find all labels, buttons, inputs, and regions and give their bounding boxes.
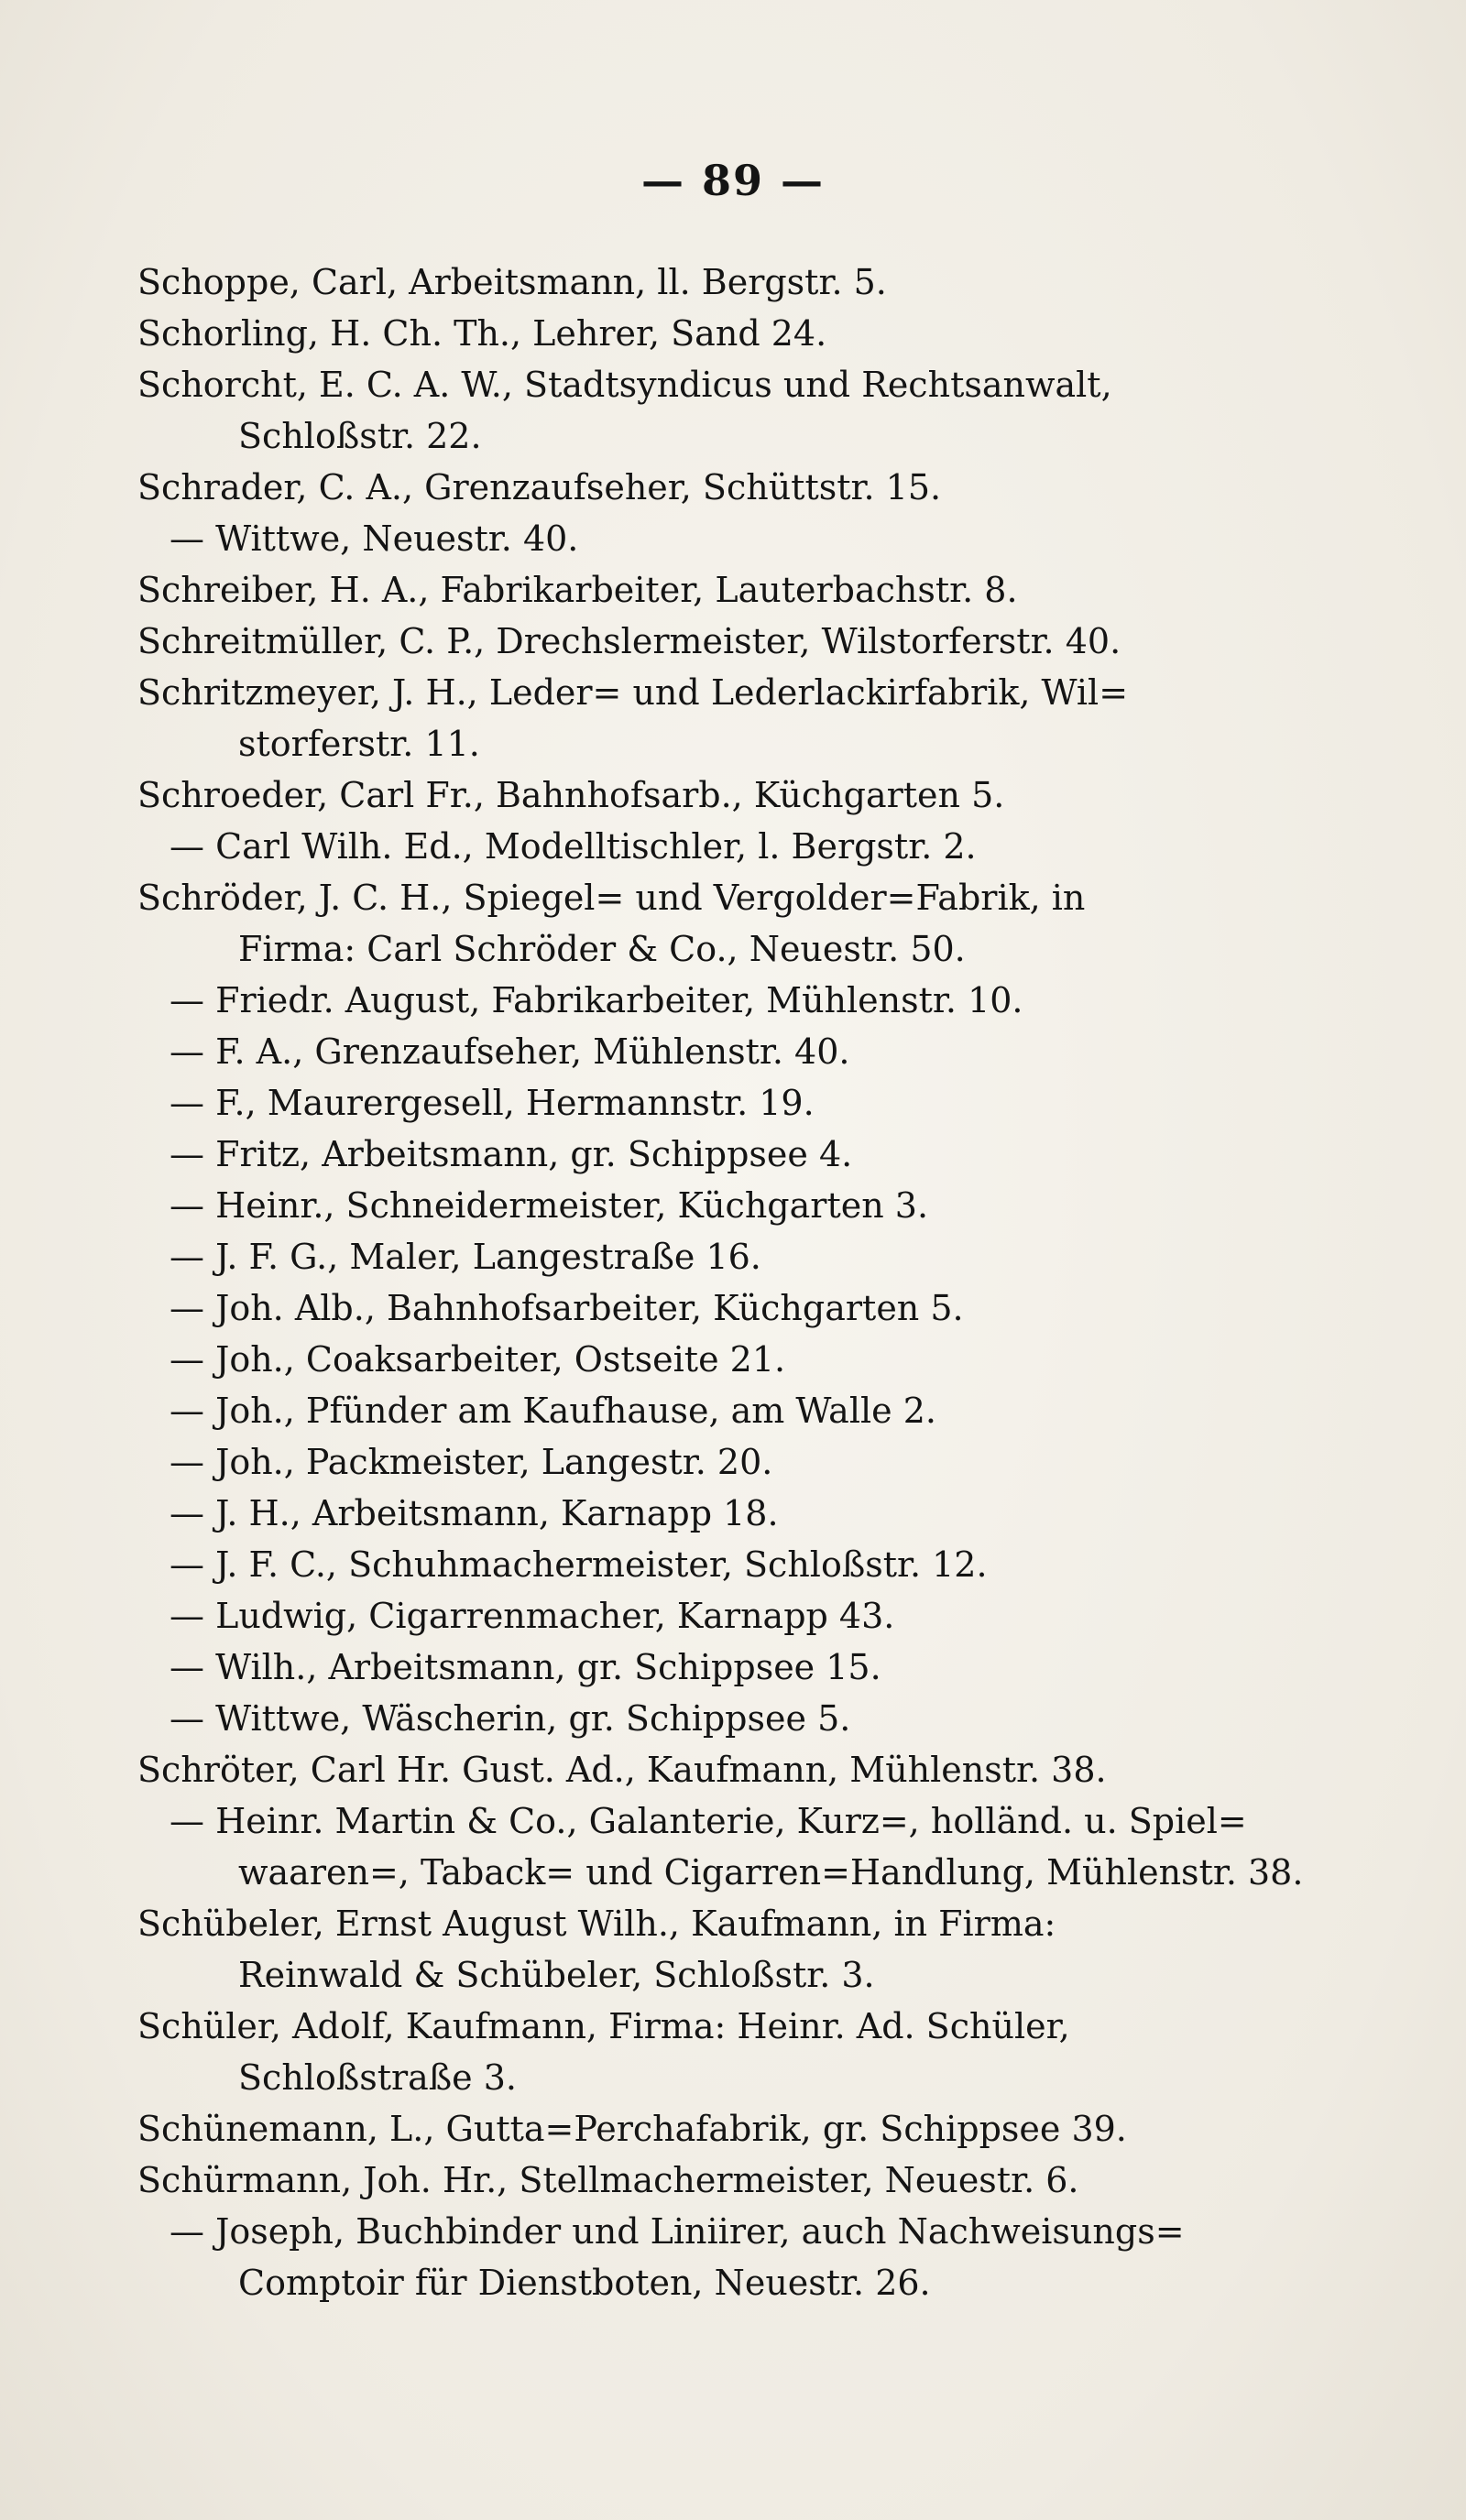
entry-line: Schreitmüller, C. P., Drechslermeister, Wilstorferstr. 40. [137,621,1121,661]
page-number: — 89 — [640,156,826,205]
entry-continuation: Firma: Carl Schröder & Co., Neuestr. 50. [238,929,966,969]
entry-continuation: Schloßstr. 22. [238,416,482,456]
entry-subline: — Joh. Alb., Bahnhofsarbeiter, Küchgarten 5. [170,1288,964,1328]
entry-subline: — Ludwig, Cigarrenmacher, Karnapp 43. [170,1596,895,1636]
entry-line: Schroeder, Carl Fr., Bahnhofsarb., Küchgarten 5. [137,775,1005,815]
entry-continuation: Comptoir für Dienstboten, Neuestr. 26. [238,2263,931,2303]
entry-subline: — J. F. C., Schuhmachermeister, Schloßstr. 12. [170,1544,988,1585]
entry-subline: — F. A., Grenzaufseher, Mühlenstr. 40. [170,1031,850,1072]
entry-subline: — Joh., Coaksarbeiter, Ostseite 21. [170,1339,786,1380]
entry-line: Schröter, Carl Hr. Gust. Ad., Kaufmann, Mühlenstr. 38. [137,1750,1107,1790]
entry-continuation: Schloßstraße 3. [238,2057,517,2098]
entry-subline: — Friedr. August, Fabrikarbeiter, Mühlenstr. 10. [170,980,1023,1020]
entry-subline: — Joseph, Buchbinder und Liniirer, auch Nachweisungs= [170,2211,1185,2252]
entry-line: Schünemann, L., Gutta=Perchafabrik, gr. Schippsee 39. [137,2109,1127,2149]
entry-line: Schröder, J. C. H., Spiegel= und Vergolder=Fabrik, in [137,878,1086,918]
entry-subline: — Joh., Pfünder am Kaufhause, am Walle 2. [170,1391,936,1431]
entry-line: Schüler, Adolf, Kaufmann, Firma: Heinr. Ad. Schüler, [137,2006,1070,2046]
entry-subline: — J. H., Arbeitsmann, Karnapp 18. [170,1493,779,1533]
entry-subline: — F., Maurergesell, Hermannstr. 19. [170,1083,815,1123]
entry-line: Schreiber, H. A., Fabrikarbeiter, Lauterbachstr. 8. [137,570,1018,610]
entry-subline: — Carl Wilh. Ed., Modelltischler, l. Bergstr. 2. [170,826,977,867]
entry-subline: — Wittwe, Wäscherin, gr. Schippsee 5. [170,1698,851,1739]
entry-line: Schürmann, Joh. Hr., Stellmachermeister, Neuestr. 6. [137,2160,1079,2200]
entry-continuation: Reinwald & Schübeler, Schloßstr. 3. [238,1955,875,1995]
entry-continuation: storferstr. 11. [238,724,480,764]
entry-line: Schorling, H. Ch. Th., Lehrer, Sand 24. [137,313,827,354]
entry-subline: — Wittwe, Neuestr. 40. [170,518,579,559]
entry-line: Schoppe, Carl, Arbeitsmann, ll. Bergstr. 5. [137,262,887,302]
entry-subline: — Wilh., Arbeitsmann, gr. Schippsee 15. [170,1647,881,1687]
entry-subline: — J. F. G., Maler, Langestraße 16. [170,1237,761,1277]
entry-subline: — Joh., Packmeister, Langestr. 20. [170,1442,773,1482]
directory-entries [137,256,1347,2308]
entry-line: Schritzmeyer, J. H., Leder= und Lederlackirfabrik, Wil= [137,672,1129,713]
entry-subline: — Heinr., Schneidermeister, Küchgarten 3. [170,1185,929,1226]
entry-line: Schrader, C. A., Grenzaufseher, Schüttstr. 15. [137,467,942,507]
entry-subline: — Fritz, Arbeitsmann, gr. Schippsee 4. [170,1134,853,1174]
entry-line: Schorcht, E. C. A. W., Stadtsyndicus und Rechtsanwalt, [137,365,1112,405]
entry-subline: — Heinr. Martin & Co., Galanterie, Kurz=, holländ. u. Spiel= [170,1801,1247,1841]
entry-line: Schübeler, Ernst August Wilh., Kaufmann, in Firma: [137,1904,1056,1944]
entry-continuation: waaren=, Taback= und Cigarren=Handlung, Mühlenstr. 38. [238,1852,1304,1893]
